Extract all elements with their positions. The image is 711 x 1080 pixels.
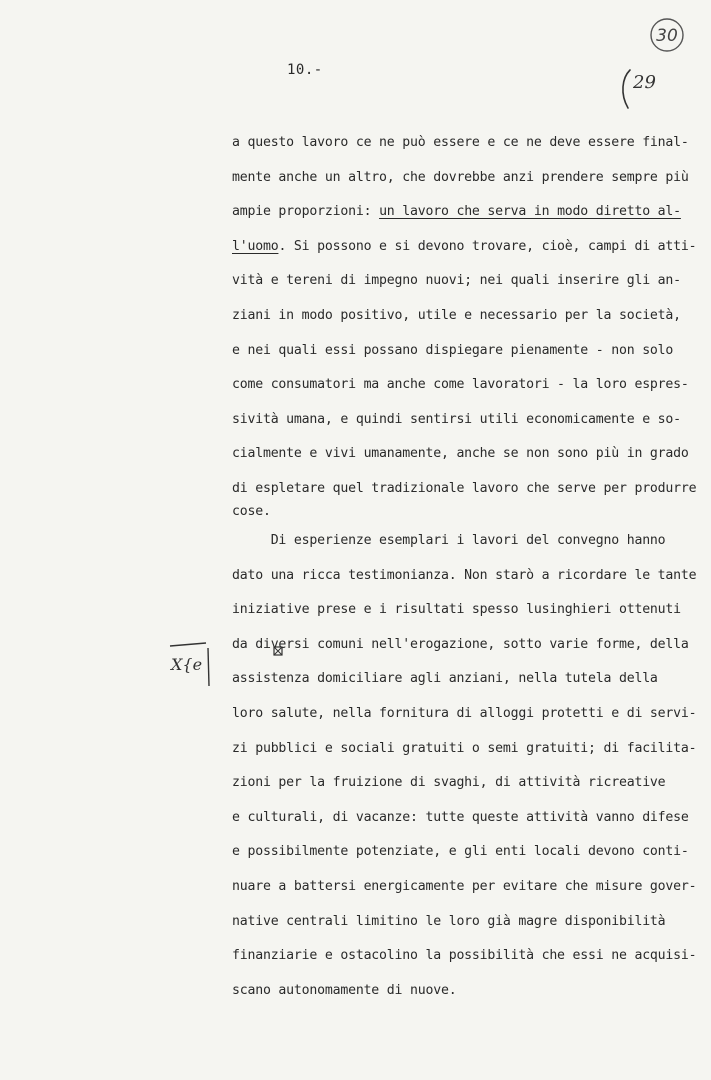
- text-line: da diversi comuni nell'erogazione, sotto varie forme, della: [232, 636, 689, 652]
- text-line: assistenza domiciliare agli anziani, nella tutela della: [232, 671, 658, 687]
- text-line: a questo lavoro ce ne può essere e ce ne deve essere final-: [232, 135, 689, 150]
- handwritten-page-number: [618, 64, 668, 112]
- handwritten-number-text: 29: [633, 72, 656, 93]
- text-line: Di esperienze esemplari i lavori del convegno hanno: [232, 533, 666, 548]
- stamp-number: 30: [656, 26, 678, 46]
- text-segment: . Si possono e si devono trovare, cioè, campi di atti-: [278, 238, 697, 254]
- margin-annotation-text: X{e: [171, 655, 203, 674]
- text-line: nuare a battersi energicamente per evitare che misure gover-: [232, 879, 697, 894]
- text-line: zioni per la fruizione di svaghi, di attività ricreative: [232, 775, 666, 791]
- text-line: [232, 238, 696, 256]
- text-line: di espletare quel tradizionale lavoro che serve per produrre: [232, 481, 697, 496]
- circled-page-stamp: [647, 15, 687, 55]
- text-line: loro salute, nella fornitura di alloggi protetti e di servi-: [232, 706, 697, 721]
- margin-annotation: [168, 640, 214, 688]
- text-line: mente anche un altro, che dovrebbe anzi prendere sempre più: [232, 169, 689, 185]
- text-line: e culturali, di vacanze: tutte queste attività vanno difese: [232, 809, 689, 825]
- text-line: scano autonomamente di nuove.: [232, 982, 457, 998]
- text-line: finanziarie e ostacolino la possibilità che essi ne acquisi-: [232, 948, 697, 964]
- text-line: cialmente e vivi umanamente, anche se non sono più in grado: [232, 446, 689, 462]
- text-line: native centrali limitino le loro già magre disponibilità: [232, 913, 666, 929]
- page-number: 10.-: [287, 62, 323, 78]
- underlined-text: l'uomo: [232, 238, 279, 254]
- text-line: dato una ricca testimonianza. Non starò a ricordare le tante: [232, 567, 697, 583]
- text-line: ziani in modo positivo, utile e necessario per la società,: [232, 308, 681, 323]
- text-line: zi pubblici e sociali gratuiti o semi gratuiti; di facilita-: [232, 740, 697, 756]
- text-line: cose.: [232, 504, 271, 519]
- text-line: e possibilmente potenziate, e gli enti locali devono conti-: [232, 844, 689, 860]
- underlined-text: un lavoro che serva in modo diretto al-: [379, 204, 681, 220]
- text-line: vità e tereni di impegno nuovi; nei quali inserire gli an-: [232, 273, 681, 289]
- text-segment: ampie proporzioni:: [232, 204, 380, 220]
- text-line: [232, 203, 681, 221]
- text-line: iniziative prese e i risultati spesso lusinghieri ottenuti: [232, 602, 681, 618]
- text-line: e nei quali essi possano dispiegare pienamente - non solo: [232, 342, 674, 358]
- text-line: come consumatori ma anche come lavoratori - la loro espres-: [232, 377, 689, 393]
- text-line: sività umana, e quindi sentirsi utili economicamente e so-: [232, 411, 681, 427]
